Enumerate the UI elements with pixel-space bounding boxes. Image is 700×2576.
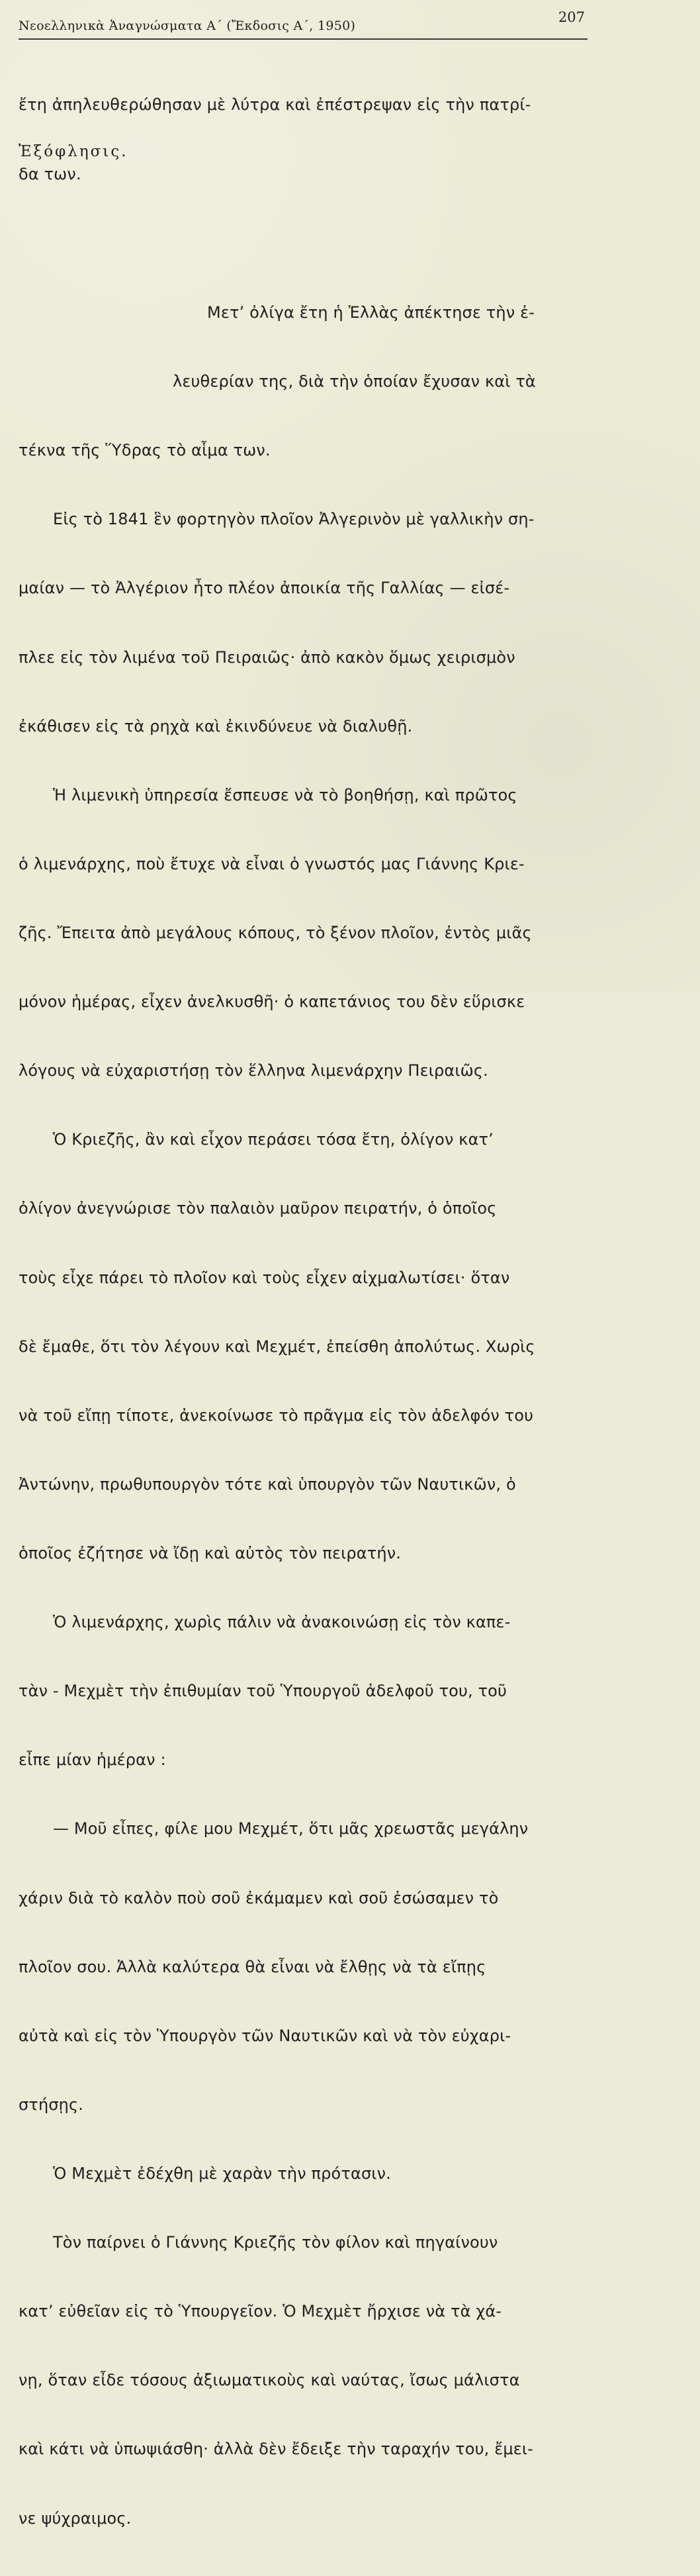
text-line: ὀλίγον ἀνεγνώρισε τὸν παλαιὸν μαῦρον πειρατήν, ὁ ὁποῖος <box>19 1199 497 1218</box>
text-line: Ὁ λιμενάρχης, χωρὶς πάλιν νὰ ἀνακοινώσῃ εἰς τὸν καπε- <box>53 1613 511 1632</box>
text-line: ἔτη ἀπηλευθερώθησαν μὲ λύτρα καὶ ἐπέστρεψαν εἰς τὴν πατρί- <box>19 95 531 115</box>
text-line: λευθερίαν της, διὰ τὴν ὁποίαν ἔχυσαν καὶ τὰ <box>173 372 536 391</box>
text-line: νὰ τοῦ εἴπῃ τίποτε, ἀνεκοίνωσε τὸ πρᾶγμα εἰς τὸν ἀδελφόν του <box>19 1406 534 1425</box>
text-line: εἶπε μίαν ἡμέραν : <box>19 1750 166 1770</box>
text-line: Ἡ λιμενικὴ ὑπηρεσία ἔσπευσε νὰ τὸ βοηθήσῃ, καὶ πρῶτος <box>53 785 517 804</box>
text-line: αὐτὰ καὶ εἰς τὸν Ὑπουργὸν τῶν Ναυτικῶν καὶ νὰ τὸν εὐχαρι- <box>19 2026 511 2045</box>
text-line: πλεε εἰς τὸν λιμένα τοῦ Πειραιῶς· ἀπὸ κακὸν ὅμως χειρισμὸν <box>19 647 515 667</box>
text-line: μαίαν — τὸ Ἀλγέριον ἦτο πλέον ἀποικία τῆς Γαλλίας — εἰσέ- <box>19 579 510 598</box>
text-line: τέκνα τῆς Ὕδρας τὸ αἷμα των. <box>19 441 271 460</box>
text-line: στήσῃς. <box>19 2095 84 2114</box>
text-line: Τὸν παίρνει ὁ Γιάννης Κριεζῆς τὸν φίλον καὶ πηγαίνουν <box>53 2233 498 2252</box>
text-line: νῃ, ὅταν εἶδε τόσους ἀξιωματικοὺς καὶ ναύτας, ἴσως μάλιστα <box>19 2371 520 2390</box>
text-line: καὶ κάτι νὰ ὑπωψιάσθη· ἀλλὰ δὲν ἔδειξε τὴν ταραχήν του, ἔμει- <box>19 2440 533 2459</box>
text-line: δα των. <box>19 164 81 183</box>
text-line: τὰν - Μεχμὲτ τὴν ἐπιθυμίαν τοῦ Ὑπουργοῦ ἀδελφοῦ του, τοῦ <box>19 1682 507 1701</box>
text-line: — Μοῦ εἶπες, φίλε μου Μεχμέτ, ὅτι μᾶς χρεωστᾶς μεγάλην <box>53 1819 529 1838</box>
text-line: Ἀντώνην, πρωθυπουργὸν τότε καὶ ὑπουργὸν τῶν Ναυτικῶν, ὁ <box>19 1474 516 1494</box>
text-line: ὁποῖος ἐζήτησε νὰ ἴδῃ καὶ αὐτὸς τὸν πειρατήν. <box>19 1544 402 1562</box>
text-line: ἐκάθισεν εἰς τὰ ρηχὰ καὶ ἐκινδύνευε νὰ διαλυθῇ. <box>19 716 413 736</box>
text-line: Ὁ Μεχμὲτ ἐδέχθη μὲ χαρὰν τὴν πρότασιν. <box>53 2164 391 2183</box>
text-line: πλοῖον σου. Ἀλλὰ καλύτερα θὰ εἶναι νὰ ἔλθῃς νὰ τὰ εἴπῃς <box>19 1957 486 1976</box>
text-line: ζῆς. Ἔπειτα ἀπὸ μεγάλους κόπους, τὸ ξένον πλοῖον, ἐντὸς μιᾶς <box>19 924 532 943</box>
text-line: νε ψύχραιμος. <box>19 2508 132 2528</box>
running-header <box>19 8 588 40</box>
page-number: 207 <box>558 9 585 25</box>
text-line: κατ’ εὐθεῖαν εἰς τὸ Ὑπουργεῖον. Ὁ Μεχμὲτ ἤρχισε νὰ τὰ χά- <box>19 2302 502 2321</box>
text-line: λόγους νὰ εὐχαριστήσῃ τὸν ἕλληνα λιμενάρχην Πειραιῶς. <box>19 1061 488 1080</box>
text-line: ὁ λιμενάρχης, ποὺ ἔτυχε νὰ εἶναι ὁ γνωστός μας Γιάννης Κριε- <box>19 854 525 873</box>
text-line: Μετ’ ὀλίγα ἔτη ἡ Ἑλλὰς ἀπέκτησε τὴν ἐ- <box>207 303 535 322</box>
text-line: τοὺς εἶχε πάρει τὸ πλοῖον καὶ τοὺς εἶχεν αἰχμαλωτίσει· ὅταν <box>19 1268 510 1287</box>
margin-heading: Ἐξόφλησις. <box>19 143 128 160</box>
blank-line <box>19 232 590 256</box>
text-line: μόνον ἡμέρας, εἶχεν ἀνελκυσθῆ· ὁ καπετάνιος του δὲν εὕρισκε <box>19 992 525 1012</box>
text-line: δὲ ἔμαθε, ὅτι τὸν λέγουν καὶ Μεχμέτ, ἐπείσθη ἀπολύτως. Χωρὶς <box>19 1337 535 1356</box>
text-line: χάριν διὰ τὸ καλὸν ποὺ σοῦ ἐκάμαμεν καὶ σοῦ ἐσώσαμεν τὸ <box>19 1888 499 1907</box>
text-line: Εἰς τὸ 1841 ἓν φορτηγὸν πλοῖον Ἀλγερινὸν μὲ γαλλικὴν ση- <box>53 510 535 529</box>
book-title: Νεοελληνικὰ Ἀναγνώσματα Α΄ (Ἔκδοσις Α΄, 1950) <box>19 19 356 33</box>
text-line: Ὁ Κριεζῆς, ἂν καὶ εἶχον περάσει τόσα ἔτη, ὀλίγον κατ’ <box>53 1130 494 1149</box>
body-text <box>19 48 590 2576</box>
